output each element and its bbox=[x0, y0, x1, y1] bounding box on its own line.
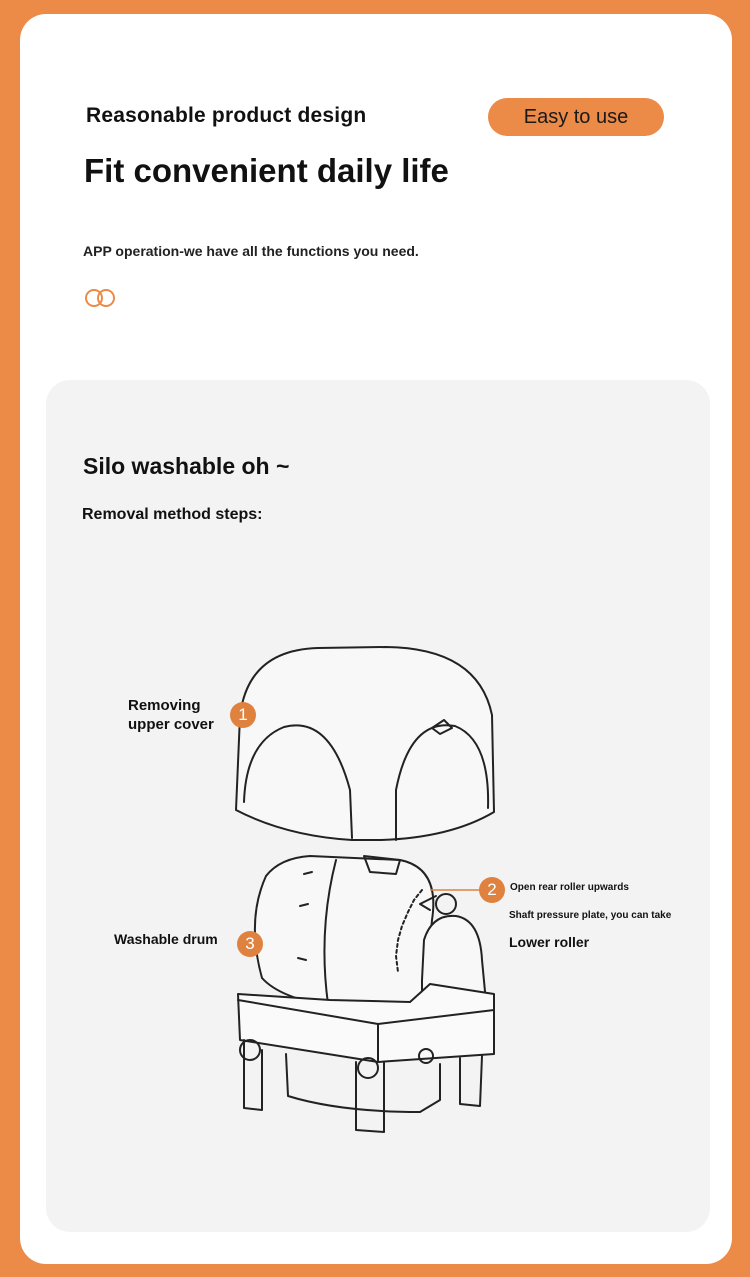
step-3-badge: 3 bbox=[237, 931, 263, 957]
drum-drawing bbox=[255, 856, 433, 1007]
headline: Fit convenient daily life bbox=[84, 152, 449, 189]
panel-title: Silo washable oh ~ bbox=[83, 453, 290, 479]
step-1-badge: 1 bbox=[230, 702, 256, 728]
callout-2-line3: Lower roller bbox=[509, 934, 590, 950]
steps-label: Removal method steps: bbox=[82, 506, 263, 523]
callout-2-line1: Open rear roller upwards bbox=[510, 882, 629, 893]
callout-1-label: Removing upper cover bbox=[128, 697, 214, 733]
base-drawing bbox=[238, 984, 494, 1132]
callout-3-label: Washable drum bbox=[114, 931, 218, 947]
subtitle: APP operation-we have all the functions you need. bbox=[83, 243, 419, 259]
step-2-badge: 2 bbox=[479, 877, 505, 903]
callout-2-line2: Shaft pressure plate, you can take bbox=[509, 910, 672, 921]
section-title: Reasonable product design bbox=[86, 104, 367, 127]
easy-to-use-badge: Easy to use bbox=[488, 98, 664, 136]
upper-cover-drawing bbox=[236, 647, 494, 840]
